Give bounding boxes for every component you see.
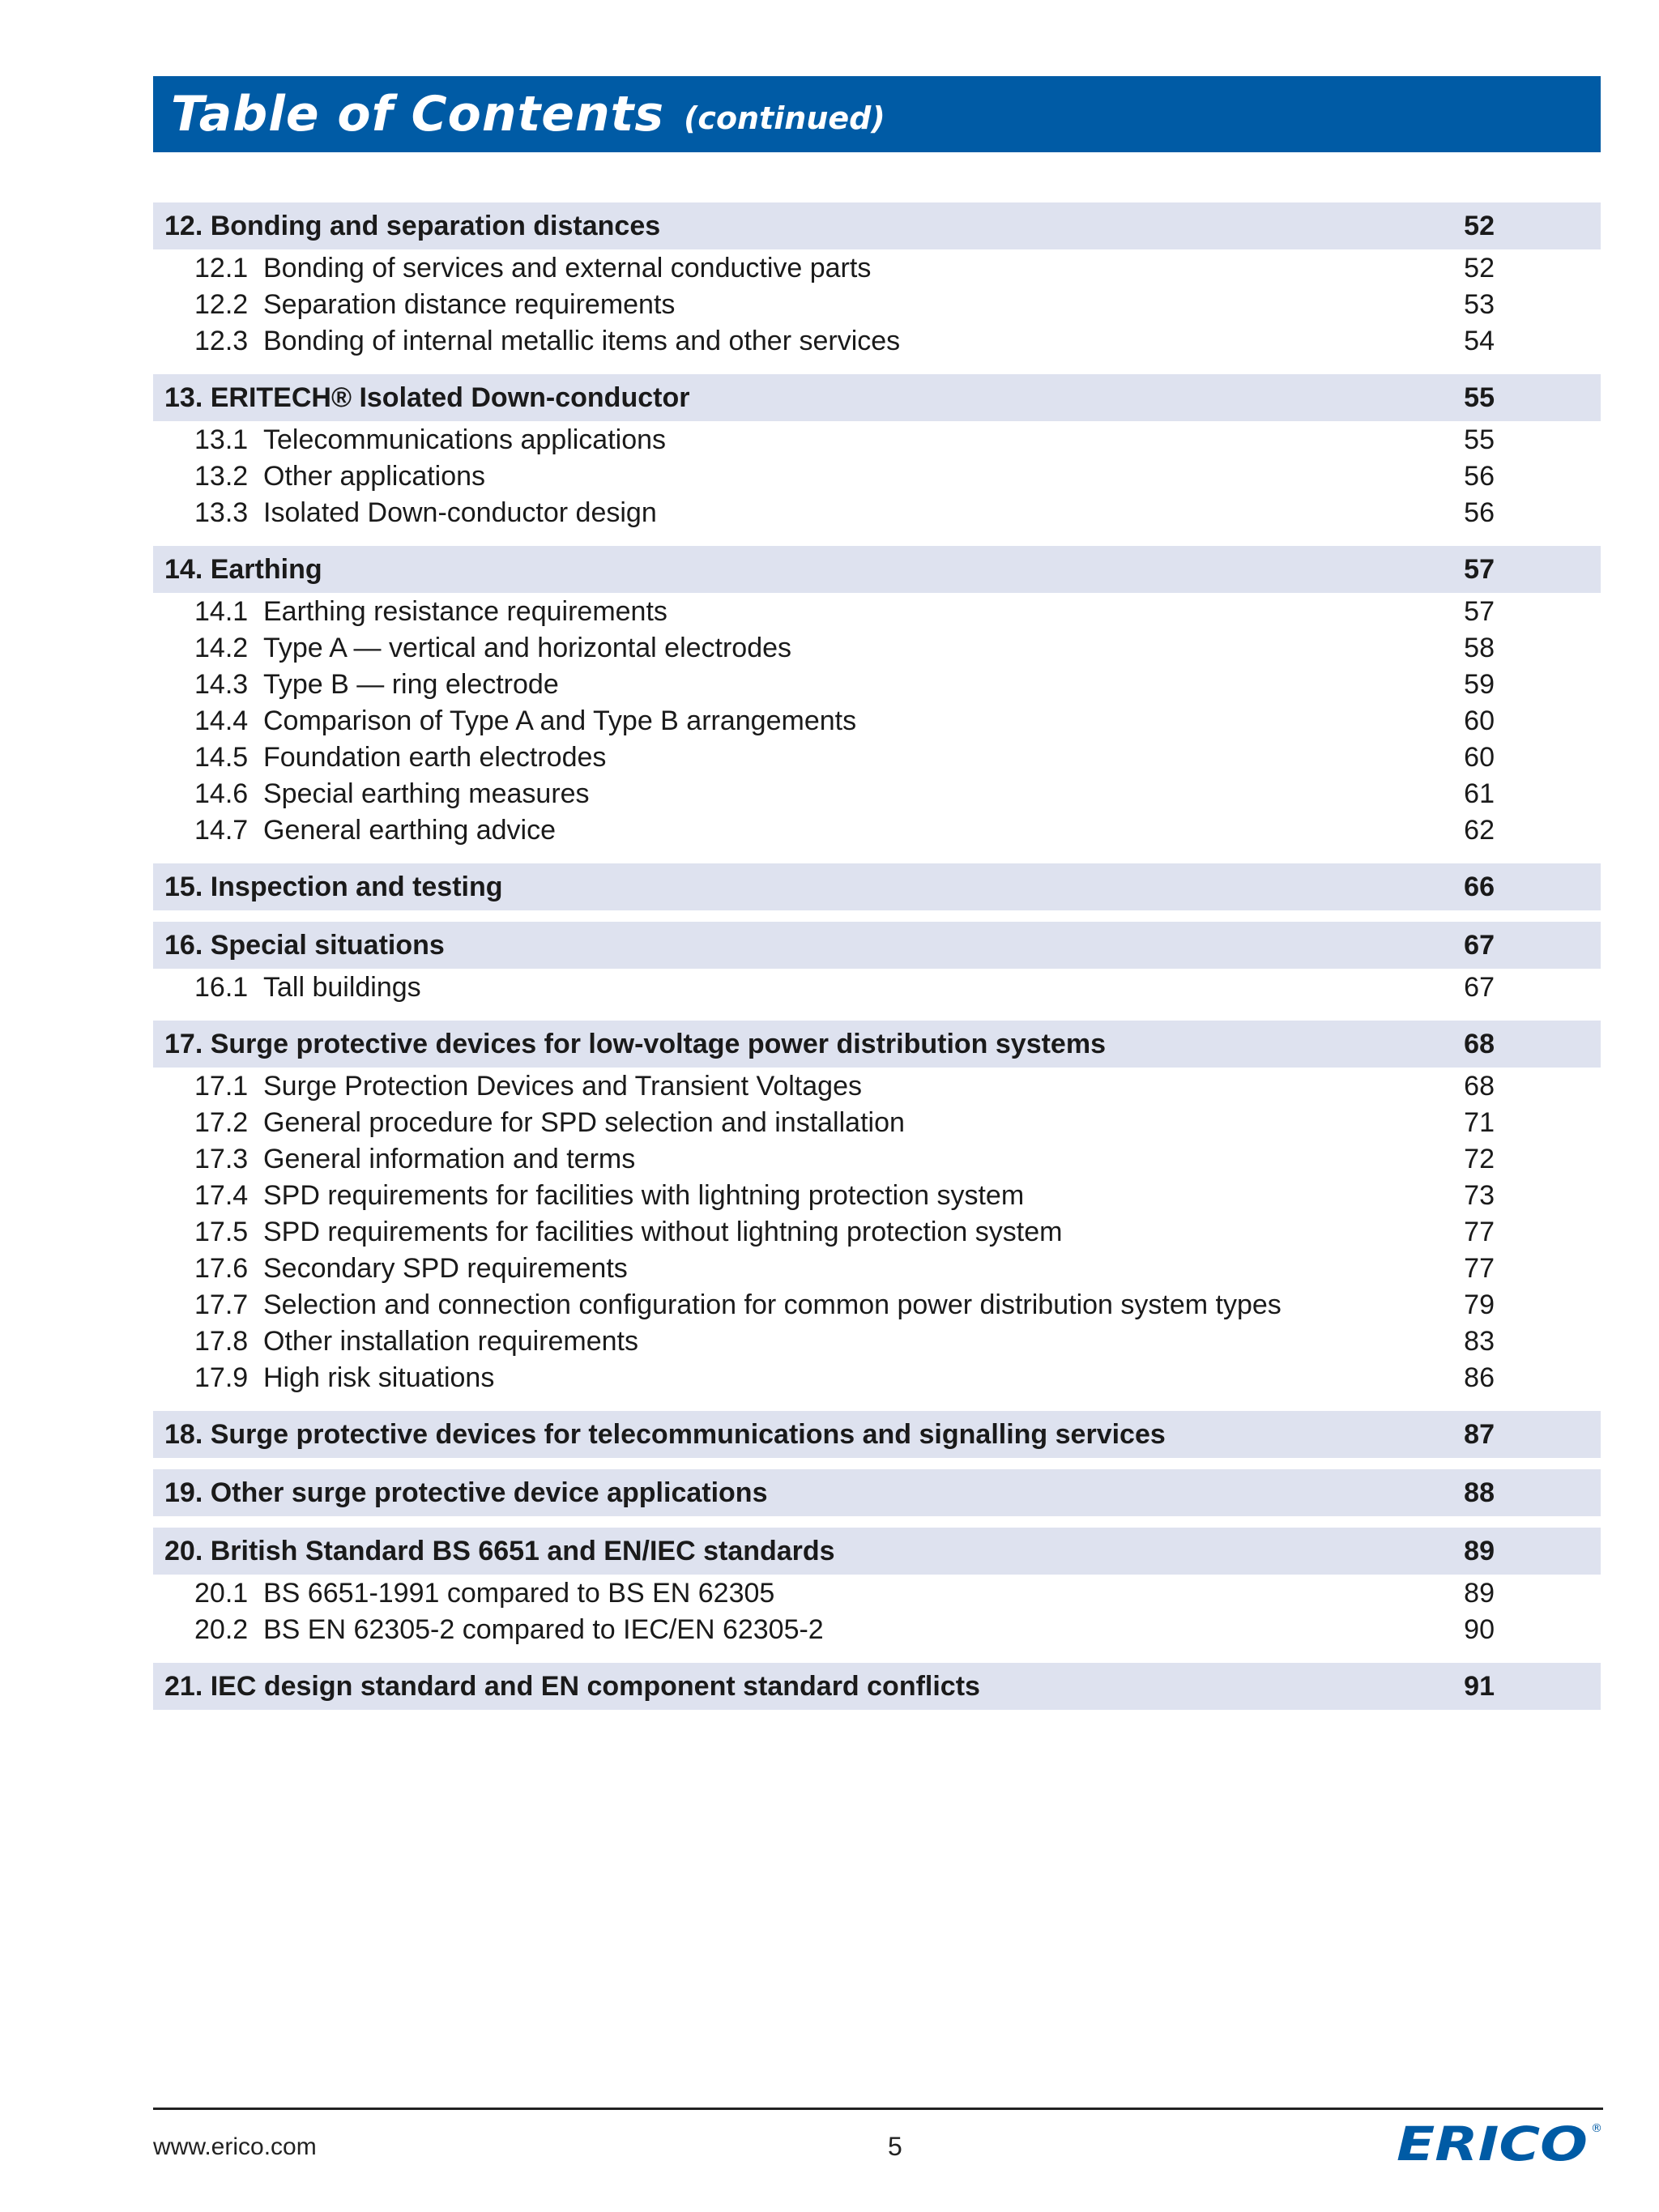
subsection-page: 56 [1464, 461, 1495, 492]
toc-section [153, 1021, 1601, 1400]
toc-subsection-row[interactable] [153, 287, 1601, 323]
subsection-title: Isolated Down-conductor design [263, 497, 657, 528]
toc-section-heading[interactable] [153, 1469, 1601, 1516]
toc-subsection-row[interactable] [153, 1575, 1601, 1612]
subsection-page: 57 [1464, 596, 1495, 627]
toc-subsection-row[interactable] [153, 594, 1601, 630]
subsection-title: BS 6651-1991 compared to BS EN 62305 [263, 1578, 775, 1609]
subsection-number: 16.1 [194, 972, 249, 1003]
section-title: 15. Inspection and testing [164, 872, 503, 902]
subsection-number: 13.2 [194, 461, 249, 492]
toc-section [153, 374, 1601, 535]
section-title: 17. Surge protective devices for low-voltage power distribution systems [164, 1029, 1106, 1059]
toc-section [153, 863, 1601, 910]
toc-subsection-row[interactable] [153, 739, 1601, 776]
subsection-title: General earthing advice [263, 815, 557, 846]
subsection-title: Foundation earth electrodes [263, 742, 607, 773]
toc-section-heading[interactable] [153, 546, 1601, 593]
toc-subsection-row[interactable] [153, 1287, 1601, 1323]
subsection-title: SPD requirements for facilities without lightning protection system [263, 1217, 1063, 1247]
subsection-number: 14.7 [194, 815, 249, 846]
subsection-title: Type B — ring electrode [263, 669, 559, 700]
subsection-page: 73 [1464, 1180, 1495, 1211]
subsection-title: Special earthing measures [263, 778, 590, 809]
subsection-number: 14.4 [194, 705, 249, 736]
toc-section-heading[interactable] [153, 202, 1601, 249]
subsection-number: 17.7 [194, 1289, 249, 1320]
subsection-title: Other installation requirements [263, 1326, 639, 1357]
subsection-page: 60 [1464, 742, 1495, 773]
toc-subsection-row[interactable] [153, 1251, 1601, 1287]
section-title: 20. British Standard BS 6651 and EN/IEC standards [164, 1536, 835, 1566]
toc-subsection-row[interactable] [153, 1360, 1601, 1396]
toc-subsection-row[interactable] [153, 250, 1601, 287]
subsection-page: 60 [1464, 705, 1495, 736]
subsection-page: 77 [1464, 1217, 1495, 1247]
toc-section [153, 922, 1601, 1009]
toc-subsection-row[interactable] [153, 458, 1601, 495]
toc-subsection-row[interactable] [153, 812, 1601, 849]
subsection-title: Bonding of services and external conductive parts [263, 253, 872, 283]
subsection-page: 79 [1464, 1289, 1495, 1320]
header-bar [153, 76, 1601, 152]
subsection-list [153, 249, 1601, 363]
subsection-number: 12.1 [194, 253, 249, 283]
subsection-page: 89 [1464, 1578, 1495, 1609]
subsection-title: Surge Protection Devices and Transient Voltages [263, 1071, 862, 1102]
subsection-number: 13.1 [194, 424, 249, 455]
toc-subsection-row[interactable] [153, 1214, 1601, 1251]
subsection-number: 17.6 [194, 1253, 249, 1284]
subsection-title: Earthing resistance requirements [263, 596, 667, 627]
subsection-number: 12.3 [194, 326, 249, 356]
section-page: 57 [1464, 554, 1495, 585]
subsection-page: 67 [1464, 972, 1495, 1003]
section-title: 16. Special situations [164, 930, 445, 961]
subsection-title: Bonding of internal metallic items and other services [263, 326, 901, 356]
toc-section-heading[interactable] [153, 922, 1601, 969]
subsection-number: 14.2 [194, 633, 249, 663]
subsection-list [153, 1575, 1601, 1652]
page-title: Table of Contents [171, 86, 665, 143]
subsection-number: 20.1 [194, 1578, 249, 1609]
footer-divider [153, 2108, 1603, 2110]
subsection-title: Type A — vertical and horizontal electrodes [263, 633, 792, 663]
page-number: 5 [888, 2132, 902, 2161]
logo-registered-mark: ® [1591, 2122, 1602, 2135]
subsection-number: 17.2 [194, 1107, 249, 1138]
toc-subsection-row[interactable] [153, 1105, 1601, 1141]
subsection-page: 55 [1464, 424, 1495, 455]
subsection-number: 14.3 [194, 669, 249, 700]
subsection-number: 12.2 [194, 289, 249, 320]
subsection-list [153, 593, 1601, 852]
subsection-page: 54 [1464, 326, 1495, 356]
subsection-number: 20.2 [194, 1614, 249, 1645]
subsection-title: General information and terms [263, 1144, 636, 1174]
subsection-number: 14.1 [194, 596, 249, 627]
subsection-title: Separation distance requirements [263, 289, 676, 320]
section-page: 67 [1464, 930, 1495, 961]
logo-text: ERICO [1397, 2116, 1588, 2167]
section-title: 18. Surge protective devices for telecommunications and signalling services [164, 1419, 1166, 1450]
subsection-title: Tall buildings [263, 972, 421, 1003]
toc-subsection-row[interactable] [153, 323, 1601, 360]
subsection-title: Comparison of Type A and Type B arrangements [263, 705, 857, 736]
subsection-title: Telecommunications applications [263, 424, 667, 455]
toc-subsection-row[interactable] [153, 1612, 1601, 1648]
subsection-number: 17.3 [194, 1144, 249, 1174]
table-of-contents [153, 202, 1601, 1721]
toc-section [153, 1469, 1601, 1516]
subsection-list [153, 421, 1601, 535]
subsection-page: 59 [1464, 669, 1495, 700]
section-page: 89 [1464, 1536, 1495, 1566]
subsection-page: 83 [1464, 1326, 1495, 1357]
subsection-title: High risk situations [263, 1362, 495, 1393]
toc-subsection-row[interactable] [153, 630, 1601, 667]
section-title: 19. Other surge protective device applications [164, 1477, 768, 1508]
subsection-title: SPD requirements for facilities with lightning protection system [263, 1180, 1025, 1211]
toc-section-heading[interactable] [153, 1411, 1601, 1458]
section-page: 88 [1464, 1477, 1495, 1508]
toc-subsection-row[interactable] [153, 667, 1601, 703]
toc-subsection-row[interactable] [153, 703, 1601, 739]
toc-section-heading[interactable] [153, 1663, 1601, 1710]
toc-section [153, 1528, 1601, 1652]
toc-subsection-row[interactable] [153, 1323, 1601, 1360]
subsection-page: 68 [1464, 1071, 1495, 1102]
section-title: 13. ERITECH® Isolated Down-conductor [164, 382, 690, 413]
subsection-page: 90 [1464, 1614, 1495, 1645]
toc-section [153, 546, 1601, 852]
subsection-title: Other applications [263, 461, 486, 492]
section-title: 21. IEC design standard and EN component standard conflicts [164, 1671, 980, 1702]
section-title: 12. Bonding and separation distances [164, 211, 661, 241]
subsection-page: 53 [1464, 289, 1495, 320]
subsection-number: 17.5 [194, 1217, 249, 1247]
toc-subsection-row[interactable] [153, 422, 1601, 458]
toc-subsection-row[interactable] [153, 1178, 1601, 1214]
toc-section-heading[interactable] [153, 1021, 1601, 1068]
footer-url[interactable]: www.erico.com [153, 2133, 317, 2160]
subsection-page: 72 [1464, 1144, 1495, 1174]
subsection-page: 52 [1464, 253, 1495, 283]
toc-subsection-row[interactable] [153, 495, 1601, 531]
section-page: 68 [1464, 1029, 1495, 1059]
subsection-page: 58 [1464, 633, 1495, 663]
subsection-number: 13.3 [194, 497, 249, 528]
section-page: 91 [1464, 1671, 1495, 1702]
subsection-list [153, 969, 1601, 1009]
toc-section [153, 1663, 1601, 1710]
subsection-title: Secondary SPD requirements [263, 1253, 628, 1284]
subsection-page: 62 [1464, 815, 1495, 846]
section-title: 14. Earthing [164, 554, 322, 585]
subsection-list [153, 1068, 1601, 1400]
toc-subsection-row[interactable] [153, 1068, 1601, 1105]
subsection-number: 17.4 [194, 1180, 249, 1211]
subsection-number: 17.9 [194, 1362, 249, 1393]
subsection-page: 61 [1464, 778, 1495, 809]
toc-subsection-row[interactable] [153, 776, 1601, 812]
subsection-title: General procedure for SPD selection and installation [263, 1107, 905, 1138]
subsection-page: 56 [1464, 497, 1495, 528]
section-page: 55 [1464, 382, 1495, 413]
erico-logo [1393, 2116, 1606, 2167]
toc-section [153, 202, 1601, 363]
toc-section-heading[interactable] [153, 1528, 1601, 1575]
toc-section-heading[interactable] [153, 863, 1601, 910]
subsection-page: 71 [1464, 1107, 1495, 1138]
subsection-page: 86 [1464, 1362, 1495, 1393]
subsection-title: BS EN 62305-2 compared to IEC/EN 62305-2 [263, 1614, 824, 1645]
section-page: 66 [1464, 872, 1495, 902]
section-page: 52 [1464, 211, 1495, 241]
subsection-number: 17.8 [194, 1326, 249, 1357]
section-page: 87 [1464, 1419, 1495, 1450]
subsection-number: 14.6 [194, 778, 249, 809]
toc-section [153, 1411, 1601, 1458]
toc-section-heading[interactable] [153, 374, 1601, 421]
subsection-number: 14.5 [194, 742, 249, 773]
toc-subsection-row[interactable] [153, 1141, 1601, 1178]
subsection-title: Selection and connection configuration for common power distribution system types [263, 1289, 1282, 1320]
page-subtitle: (continued) [684, 100, 885, 136]
toc-subsection-row[interactable] [153, 970, 1601, 1006]
subsection-number: 17.1 [194, 1071, 249, 1102]
subsection-page: 77 [1464, 1253, 1495, 1284]
